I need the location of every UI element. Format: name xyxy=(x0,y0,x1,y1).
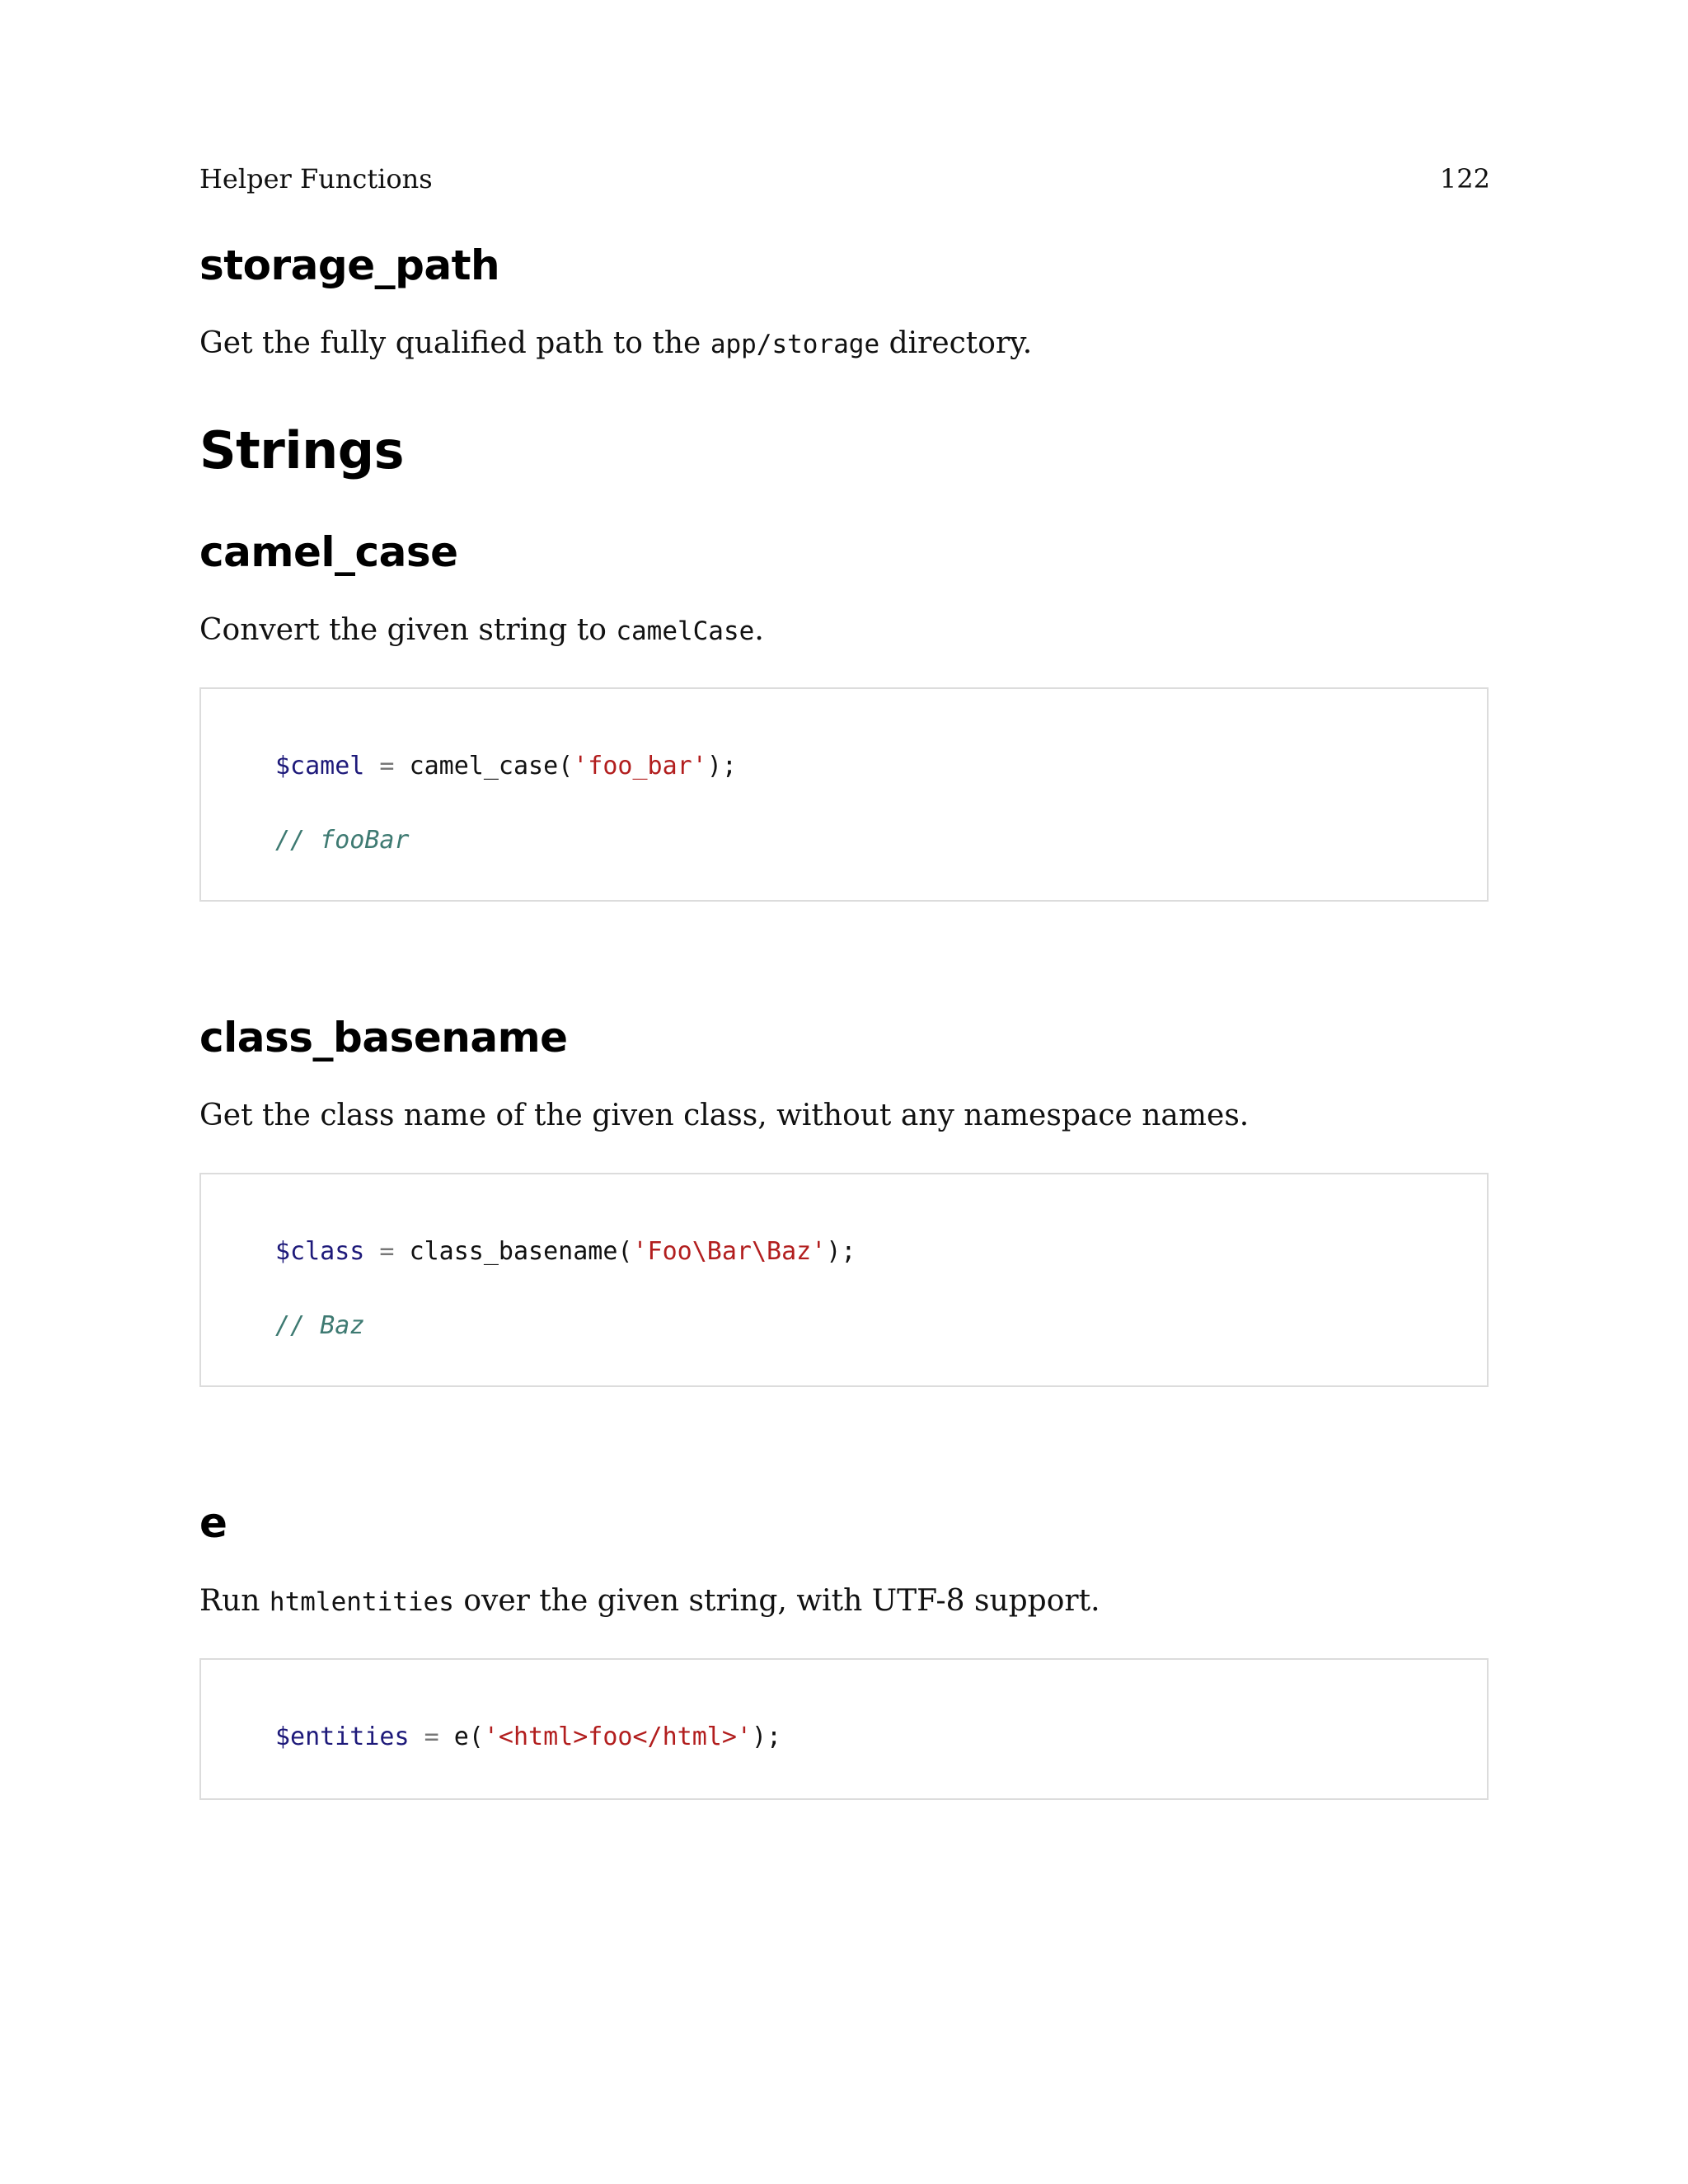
storage-path-desc-before: Get the fully qualified path to the xyxy=(199,326,710,360)
heading-strings: Strings xyxy=(199,420,405,480)
code-function: camel_case( xyxy=(409,752,574,780)
code-punctuation: ); xyxy=(751,1722,782,1751)
running-header xyxy=(199,161,1490,197)
code-function: e( xyxy=(453,1722,484,1751)
e-desc-before: Run xyxy=(199,1584,270,1618)
code-string: '<html>foo</html>' xyxy=(483,1722,752,1751)
code-line xyxy=(275,1721,781,1754)
code-comment: // Baz xyxy=(275,1311,365,1340)
storage-path-desc-after: directory. xyxy=(879,326,1033,360)
code-variable: $camel xyxy=(275,752,365,780)
code-line xyxy=(275,1235,856,1268)
code-punctuation: ); xyxy=(706,752,737,780)
code-variable: $entities xyxy=(275,1722,410,1751)
heading-class-basename: class_basename xyxy=(199,1014,568,1062)
code-line xyxy=(275,750,737,783)
code-function: class_basename( xyxy=(409,1237,633,1266)
camel-case-desc-before: Convert the given string to xyxy=(199,613,617,647)
storage-path-description xyxy=(199,323,1032,365)
camel-case-desc-after: . xyxy=(754,613,764,647)
code-comment: // fooBar xyxy=(275,826,410,855)
code-string: 'foo_bar' xyxy=(573,752,707,780)
heading-e: e xyxy=(199,1499,227,1547)
e-description xyxy=(199,1581,1100,1623)
camel-case-code-block xyxy=(199,687,1489,902)
class-basename-code-block xyxy=(199,1173,1489,1387)
code-string: 'Foo\Bar\Baz' xyxy=(632,1237,827,1266)
heading-storage-path: storage_path xyxy=(199,241,500,289)
code-variable: $class xyxy=(275,1237,365,1266)
storage-path-desc-code: app/storage xyxy=(710,330,880,359)
camel-case-description xyxy=(199,610,764,652)
e-code-block xyxy=(199,1658,1489,1800)
page-number: 122 xyxy=(1439,163,1490,194)
e-desc-after: over the given string, with UTF-8 support. xyxy=(453,1584,1100,1618)
chapter-title: Helper Functions xyxy=(199,163,433,194)
camel-case-desc-code: camelCase xyxy=(616,616,755,646)
e-desc-code: htmlentities xyxy=(269,1587,454,1617)
code-operator: = xyxy=(364,1237,410,1266)
class-basename-description: Get the class name of the given class, without any namespace names. xyxy=(199,1099,1250,1132)
code-operator: = xyxy=(364,752,410,780)
code-operator: = xyxy=(409,1722,454,1751)
code-punctuation: ); xyxy=(826,1237,856,1266)
heading-camel-case: camel_case xyxy=(199,528,458,576)
